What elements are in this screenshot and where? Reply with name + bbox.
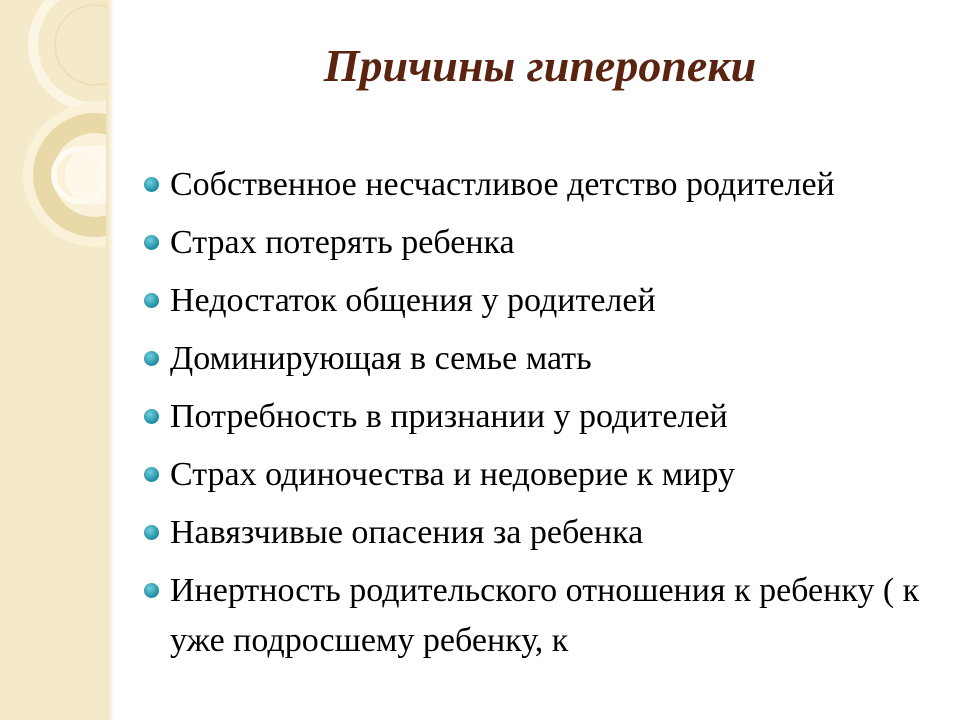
bullet-icon [144,177,159,192]
bullet-icon [144,525,159,540]
list-item [138,276,938,326]
list-item [138,566,938,666]
bullet-icon [144,409,159,424]
bullet-list [138,160,938,674]
decorative-circles-graphic [0,0,106,720]
side-panel-edge [106,0,114,720]
list-item-text: Навязчивые опасения за ребенка [170,514,644,551]
bullet-icon [144,467,159,482]
bullet-icon [144,583,159,598]
list-item [138,392,938,442]
list-item [138,160,938,210]
list-item [138,450,938,500]
list-item-text: Доминирующая в семье мать [170,340,592,377]
decorative-side-panel [0,0,106,720]
list-item-text: Страх потерять ребенка [170,224,515,261]
list-item [138,218,938,268]
list-item-text: Недостаток общения у родителей [170,282,656,319]
bullet-icon [144,351,159,366]
list-item-text: Страх одиночества и недоверие к миру [170,456,735,493]
list-item-text: Потребность в признании у родителей [170,398,728,435]
bullet-icon [144,235,159,250]
bullet-icon [144,293,159,308]
list-item-text: Инертность родительского отношения к ребенку ( к уже подросшему ребенку, к [170,572,920,659]
slide-title: Причины гиперопеки [323,40,757,91]
list-item-text: Собственное несчастливое детство родителей [170,166,835,203]
list-item [138,508,938,558]
list-item [138,334,938,384]
